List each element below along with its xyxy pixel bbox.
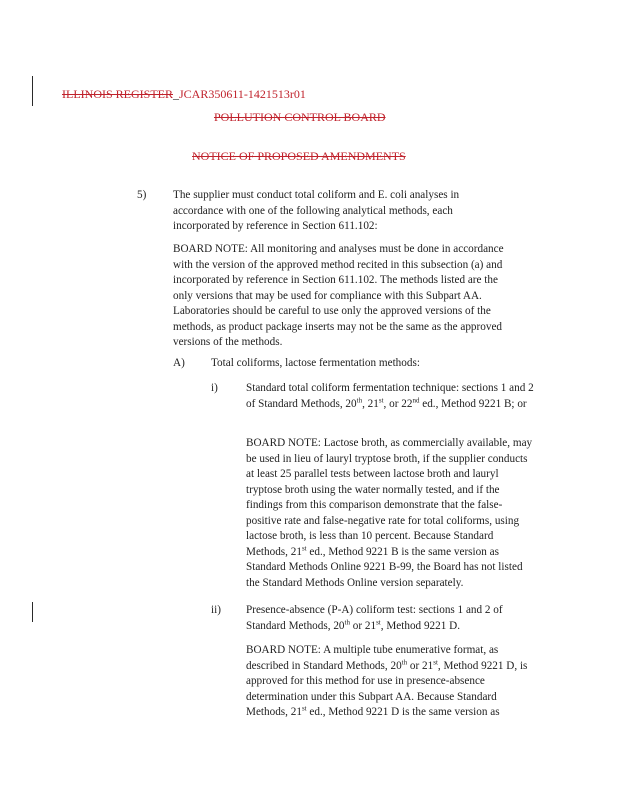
item-i-note-b: ed., Method 9221 B is the same version as Standard Methods Online 9221 B-99, the Board has not listed the Standard Methods Online version separately.	[246, 545, 523, 589]
change-bar-top	[32, 76, 33, 106]
item-i-sup-3: nd	[412, 395, 420, 404]
item-i-board-note	[246, 436, 536, 591]
header-separator: _	[173, 87, 179, 101]
jcar-identifier: JCAR350611-1421513r01	[179, 87, 306, 101]
item-i-note-a: BOARD NOTE: Lactose broth, as commercially available, may be used in lieu of lauryl tryptose broth, if the supplier conducts at least 25 parallel tests between lactose broth and lauryl tryptose broth using the water normally tested, and if the findings from this comparison demonstrate that the false-positive rate and false-negative rate for total coliforms, using lactose broth, is less than 10 percent. Because Standard Methods, 21	[246, 437, 533, 558]
illinois-register-text: ILLINOIS REGISTER	[62, 87, 173, 101]
item-i-sup-2: st	[378, 395, 384, 404]
item-ii-text-a: Presence-absence (P-A) coliform test: sections 1 and 2 of Standard Methods, 20	[246, 604, 503, 632]
board-title: POLLUTION CONTROL BOARD	[214, 110, 386, 124]
item-i-text-c: , or 22	[383, 397, 413, 410]
item-i-label: i)	[211, 382, 218, 394]
change-bar-bottom	[32, 602, 33, 622]
item-i-sup-1: th	[356, 395, 363, 404]
item-i-text	[246, 381, 536, 412]
item-i-note-sup: st	[301, 543, 307, 552]
item-ii-note-a: BOARD NOTE: A multiple tube enumerative format, as described in Standard Methods, 20	[246, 644, 499, 672]
register-header	[62, 87, 306, 102]
item-ii-sup-1: th	[344, 617, 350, 626]
item-ii-sup-2: st	[376, 617, 381, 626]
item-ii-note-d: ed., Method 9221 D is the same version as	[306, 706, 500, 718]
item-a-text: Total coliforms, lactose fermentation methods:	[211, 357, 420, 369]
item-ii-board-note	[246, 643, 536, 721]
item-5-text: The supplier must conduct total coliform and E. coli analyses in accordance with one of the following analytical methods, each incorporated by reference in Section 611.102:	[173, 189, 460, 232]
board-note-main: BOARD NOTE: All monitoring and analyses must be done in accordance with the version of the approved method recited in this subsection (a) and incorporated by reference in Section 611.102. The methods listed are the only versions that may be used for compliance with this Subpart AA. Laboratories should be careful to use only the approved versions of the methods, as product package inserts may not be the same as the approved versions of the methods.	[173, 243, 504, 348]
item-ii-text	[246, 603, 536, 634]
item-ii-note-sup-3: st	[301, 704, 307, 713]
item-5-label: 5)	[137, 189, 147, 201]
item-ii-note-b: or 21	[407, 659, 434, 672]
item-i-text-b: , 21	[362, 397, 379, 410]
item-ii-note-sup-1: th	[401, 657, 408, 666]
item-ii-note-sup-2: st	[433, 657, 438, 666]
item-ii-text-b: or 21	[349, 619, 377, 632]
item-ii-text-c: , Method 9221 D.	[380, 619, 460, 632]
notice-title: NOTICE OF PROPOSED AMENDMENTS	[192, 149, 406, 163]
item-a-label: A)	[173, 357, 185, 369]
item-i-text-a: Standard total coliform fermentation technique: sections 1 and 2 of Standard Methods, 20	[246, 382, 534, 410]
item-i-text-d: ed., Method 9221 B; or	[419, 397, 527, 410]
item-ii-note-c: , Method 9221 D, is approved for this method for use in presence-absence determination under this Subpart AA. Because Standard Methods, 21	[246, 659, 528, 718]
item-ii-label: ii)	[211, 604, 221, 616]
